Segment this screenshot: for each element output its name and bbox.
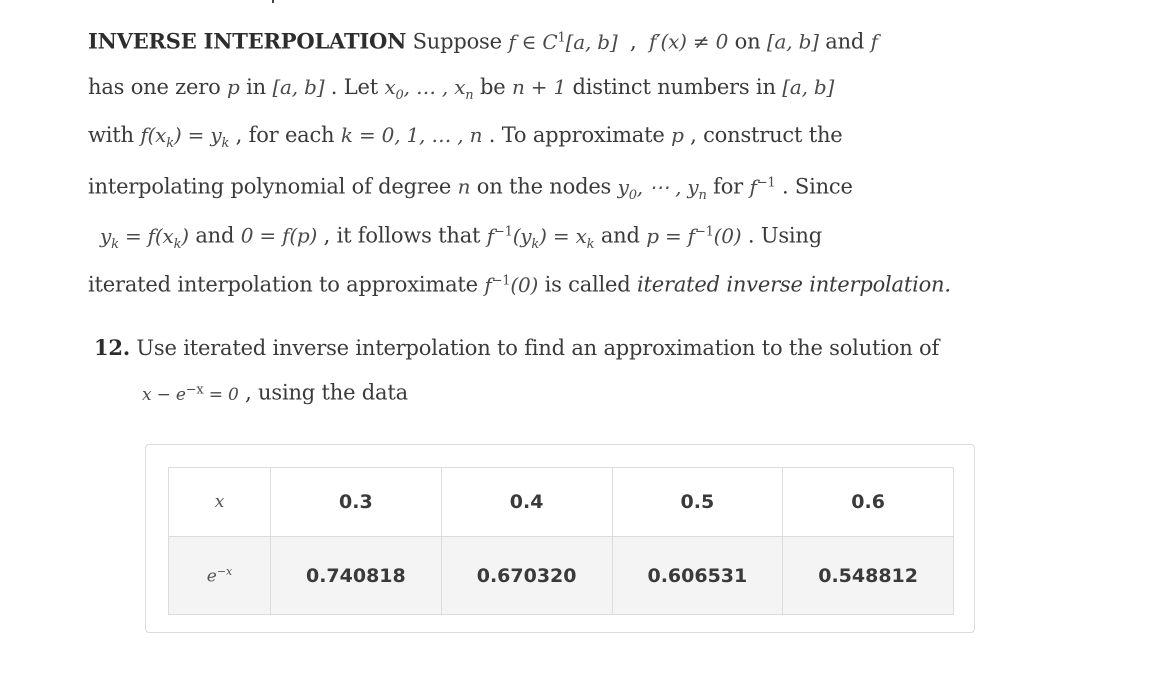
- data-table: [168, 467, 954, 615]
- row-header-exp: $e^{-x}$: [169, 537, 271, 615]
- math: $y_0$, ⋯ , $y_n$: [617, 174, 707, 203]
- data-table-card: [145, 444, 975, 633]
- math: $f^{-1}(y_k) = x_k$: [486, 223, 595, 252]
- intro-line-1: [88, 24, 878, 56]
- intro-line-6: [88, 267, 951, 299]
- math: f: [870, 29, 878, 54]
- text: has one zero: [88, 75, 221, 99]
- text: . Using: [747, 223, 822, 248]
- math: $x_0$, … , $x_n$: [384, 75, 474, 103]
- text: distinct numbers in: [572, 75, 776, 99]
- text: for: [713, 174, 744, 199]
- text: Suppose: [412, 29, 502, 54]
- text: . To approximate: [488, 123, 665, 147]
- table-cell: 0.548812: [783, 537, 954, 615]
- intro-line-3: [88, 121, 843, 158]
- math: p: [227, 75, 240, 99]
- text: and: [195, 223, 235, 248]
- math: 0 = f(p): [240, 223, 318, 248]
- text: on: [734, 29, 761, 54]
- intro-line-4: [88, 169, 853, 210]
- problem-text: Use iterated inverse interpolation to find an approximation to the solution of: [136, 336, 940, 360]
- text: , it follows that: [323, 223, 481, 248]
- problem-line-1: [94, 334, 939, 362]
- text: be: [479, 75, 506, 99]
- text: , using the data: [245, 380, 408, 405]
- math: f′(x) ≠ 0: [648, 29, 729, 54]
- text: ,: [629, 29, 637, 54]
- text: iterated interpolation to approximate: [88, 272, 478, 297]
- math: n + 1: [511, 75, 567, 99]
- math: $f^{-1}$: [749, 174, 776, 199]
- intro-line-2: [88, 73, 834, 110]
- math: f ∈ $C^1[a$, b]: [508, 29, 618, 54]
- problem-number: 12.: [94, 335, 130, 360]
- math: $y_k = f(x_k)$: [100, 223, 189, 252]
- text: . Since: [781, 174, 853, 199]
- math: p: [671, 123, 684, 147]
- math: n: [457, 174, 471, 199]
- math: [a, b]: [782, 75, 835, 99]
- math: $f^{-1}(0)$: [484, 272, 539, 297]
- table-cell: 0.670320: [441, 537, 612, 615]
- math: [a, b]: [766, 29, 819, 54]
- top-tick-mark: [272, 0, 274, 3]
- text: , for each: [235, 123, 335, 147]
- table-cell: 0.6: [783, 468, 954, 537]
- table-row-x: [169, 468, 954, 537]
- table-cell: 0.740818: [271, 537, 442, 615]
- text: . Let: [330, 75, 378, 99]
- intro-title: INVERSE INTERPOLATION: [88, 28, 407, 54]
- text: and: [600, 223, 640, 248]
- intro-line-5: [100, 218, 822, 259]
- math: [a, b]: [272, 75, 325, 99]
- emphasis-term: iterated inverse interpolation.: [637, 272, 951, 297]
- table-cell: 0.606531: [612, 537, 783, 615]
- equation: $x - e^{-x} = 0$: [142, 382, 239, 405]
- math: $f(x_k) = y_k$: [140, 123, 230, 151]
- text: interpolating polynomial of degree: [88, 174, 452, 199]
- math: k = 0, 1, … , n: [340, 123, 483, 147]
- row-header-x: x: [169, 468, 271, 537]
- math: $p = f^{-1}(0)$: [646, 223, 742, 248]
- text: , construct the: [690, 123, 843, 147]
- text: and: [825, 29, 865, 54]
- text: in: [246, 75, 266, 99]
- table-row-exp: [169, 537, 954, 615]
- table-cell: 0.5: [612, 468, 783, 537]
- text: with: [88, 123, 134, 147]
- problem-line-2: [142, 376, 408, 409]
- text: on the nodes: [476, 174, 612, 199]
- table-cell: 0.3: [271, 468, 442, 537]
- table-cell: 0.4: [441, 468, 612, 537]
- text: is called: [544, 272, 631, 297]
